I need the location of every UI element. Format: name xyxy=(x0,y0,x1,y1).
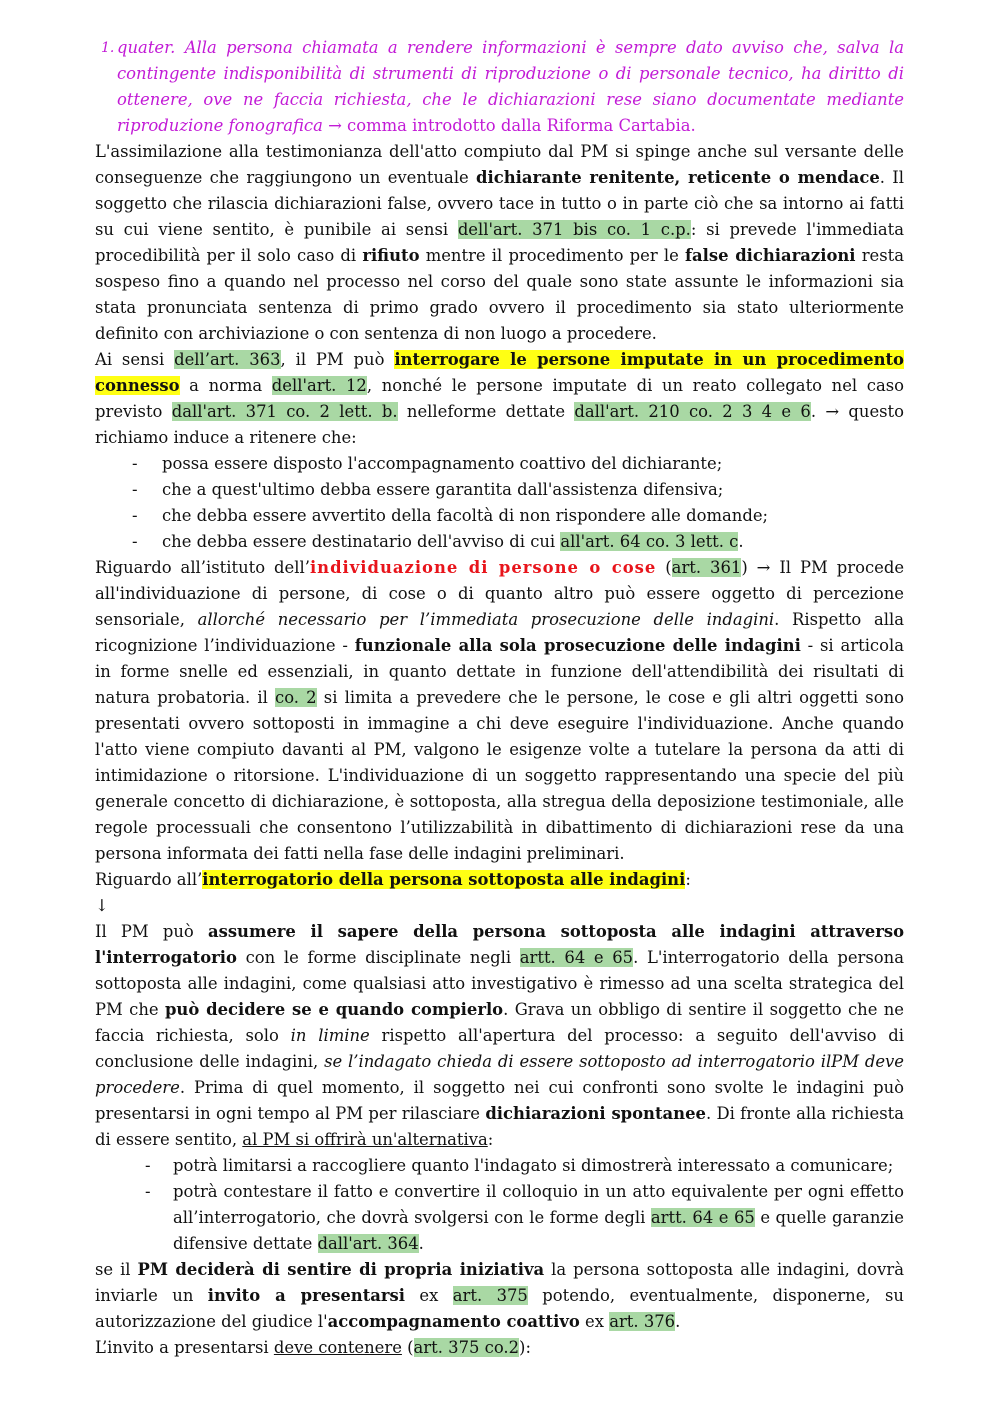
text: , nonché le persone imputate di un reato collegato nel caso previsto xyxy=(95,376,904,421)
highlighted-reference: artt. 64 e 65 xyxy=(519,948,634,967)
paragraph-interrogatorio-heading xyxy=(95,867,904,893)
highlighted-reference: art. 376 xyxy=(609,1312,676,1331)
underlined-text: al PM si offrirà un'alternativa xyxy=(242,1130,488,1149)
text: la persona sottoposta alle indagini, dovrà inviarle un xyxy=(95,1260,904,1305)
text: . xyxy=(738,532,744,551)
dash-list-alternative xyxy=(95,1153,904,1257)
bold-text: assumere il sapere della persona sottoposta alle indagini attraverso l'interrogatorio xyxy=(95,922,904,967)
bold-text: dichiarante renitente, reticente o mendace xyxy=(476,168,880,187)
text: Il PM può xyxy=(95,922,208,941)
red-heading-text: individuazione di persone o cose xyxy=(309,558,657,577)
text: ex xyxy=(579,1312,610,1331)
text: ) → Il PM procede all'individuazione di persone, di cose o di quanto altro può essere oggetto di percezione sensoriale, xyxy=(95,558,905,629)
text: a norma xyxy=(179,376,272,395)
yellow-highlight: interrogare le persone imputate in un procedimento connesso xyxy=(95,350,904,395)
list-item: - potrà limitarsi a raccogliere quanto l'indagato si dimostrerà interessato a comunicare; xyxy=(145,1153,904,1179)
bold-text: accompagnamento coattivo xyxy=(327,1312,580,1331)
text: rispetto all'apertura del processo: a seguito dell'avviso di conclusione delle indagini, xyxy=(95,1026,904,1071)
bold-text: dichiarazioni spontanee xyxy=(485,1104,706,1123)
highlighted-reference: co. 2 xyxy=(275,688,317,707)
bold-text: rifiuto xyxy=(362,246,420,265)
list-item xyxy=(145,1179,904,1257)
document-page xyxy=(95,35,904,1361)
quater-tail: → comma introdotto dalla Riforma Cartabia. xyxy=(322,116,696,135)
list-item: - che debba essere avvertito della facoltà di non rispondere alle domande; xyxy=(132,503,904,529)
dash-list-consequences xyxy=(95,451,904,555)
text: : xyxy=(685,870,691,889)
down-arrow-icon: ↓ xyxy=(95,896,109,915)
text: . L'interrogatorio della persona sottoposta alle indagini, come qualsiasi atto investigativo è rimesso ad una scelta strategica del PM che xyxy=(95,948,904,1019)
italic-text: in limine xyxy=(290,1026,370,1045)
highlighted-reference: art. 375 co.2 xyxy=(413,1338,520,1357)
paragraph-art-363 xyxy=(95,347,904,451)
text: ( xyxy=(401,1338,414,1357)
paragraph-invito xyxy=(95,1257,904,1335)
paragraph-interrogatorio xyxy=(95,919,904,1153)
underlined-text: deve contenere xyxy=(273,1338,402,1357)
text: L'assimilazione alla testimonianza dell'atto compiuto dal PM si spinge anche sul versante delle conseguenze che raggiungono un eventuale xyxy=(95,142,904,187)
highlighted-reference: dall'art. 371 co. 2 lett. b. xyxy=(171,402,398,421)
text: ( xyxy=(656,558,672,577)
bold-text: PM deciderà di sentire di propria iniziativa xyxy=(137,1260,545,1279)
text: Riguardo all’istituto dell’ xyxy=(95,558,310,577)
quater-text: quater. Alla persona chiamata a rendere informazioni è sempre dato avviso che, salva la contingente indisponibilità di strumenti di riproduzione o di personale tecnico, ha diritto di ottenere, ove ne faccia richiesta, che le dichiarazioni rese siano documentate mediante riproduzione fonografica xyxy=(117,38,904,135)
italic-text: se l’indagato chieda di essere sottoposto ad interrogatorio ilPM deve procedere xyxy=(95,1052,904,1097)
text: : xyxy=(487,1130,494,1149)
text: Riguardo all’ xyxy=(95,870,203,889)
text: resta sospeso fino a quando nel processo nel corso del quale sono state assunte le informazioni sia stata pronunciata sentenza di primo grado ovvero il procedimento sia stato ulteriormente definito con archiviazione o con sentenza di non luogo a procedere. xyxy=(95,246,905,343)
highlighted-reference: dell'art. 12 xyxy=(271,376,367,395)
quater-paragraph xyxy=(95,35,904,139)
bold-text: false dichiarazioni xyxy=(685,246,856,265)
paragraph-individuazione xyxy=(95,555,904,867)
text: potendo, eventualmente, disponerne, su autorizzazione del giudice l' xyxy=(95,1286,904,1331)
text: . → questo richiamo induce a ritenere che: xyxy=(95,402,905,447)
bold-text: invito a presentarsi xyxy=(207,1286,405,1305)
bold-text: può decidere se e quando compierlo xyxy=(164,1000,504,1019)
highlighted-reference: art. 375 xyxy=(452,1286,528,1305)
text: . Rispetto alla ricognizione l’individuazione - xyxy=(95,610,904,655)
paragraph-assimilation xyxy=(95,139,904,347)
text: Ai sensi xyxy=(95,350,175,369)
text: , il PM può xyxy=(280,350,395,369)
list-number: 1. xyxy=(101,40,115,56)
text: - si articola in forme snelle ed essenziali, in quanto dettate in funzione dell'attendibilità dei risultati di natura probatoria. il xyxy=(95,636,904,707)
text: . Di fronte alla richiesta di essere sentito, xyxy=(95,1104,904,1149)
italic-text: allorché necessario per l’immediata prosecuzione delle indagini xyxy=(197,610,775,629)
highlighted-reference: artt. 64 e 65 xyxy=(650,1208,755,1227)
text: . Prima di quel momento, il soggetto nei cui confronti sono svolte le indagini può presentarsi in ogni tempo al PM per rilasciare xyxy=(95,1078,904,1123)
text: : si prevede l'immediata procedibilità per il solo caso di xyxy=(95,220,904,265)
text: se il xyxy=(95,1260,138,1279)
highlighted-reference: all'art. 64 co. 3 lett. c xyxy=(560,532,739,551)
list-item: - che a quest'ultimo debba essere garantita dall'assistenza difensiva; xyxy=(132,477,904,503)
highlighted-reference: art. 361 xyxy=(671,558,742,577)
text: L’invito a presentarsi xyxy=(95,1338,274,1357)
yellow-highlight: interrogatorio della persona sottoposta alle indagini xyxy=(202,870,686,889)
text: si limita a prevedere che le persone, le cose e gli altri oggetti sono presentati ovvero sottoposti in immagine a chi deve eseguire l'individuazione. Anche quando l'atto viene compiuto davanti al PM, valgono le esigenze volte a tutelare la persona da atti di intimidazione o ritorsione. L'individuazione di un soggetto rappresentando una specie del più generale concetto di dichiarazione, è sottoposta, alla stregua della deposizione testimoniale, alle regole processuali che consentono l’utilizzabilità in dibattimento di dichiarazioni rese da una persona informata dei fatti nella fase delle indagini preliminari. xyxy=(95,688,905,863)
highlighted-reference: dell’art. 363 xyxy=(174,350,281,369)
text: nelleforme dettate xyxy=(397,402,575,421)
text: ): xyxy=(519,1338,531,1357)
text: . Grava un obbligo di sentire il soggetto che ne faccia richiesta, solo xyxy=(95,1000,904,1045)
text: ex xyxy=(405,1286,453,1305)
text: e quelle garanzie difensive dettate xyxy=(173,1208,904,1253)
text: mentre il procedimento per le xyxy=(419,246,685,265)
text: . Il soggetto che rilascia dichiarazioni false, ovvero tace in tutto o in parte ciò che sa intorno ai fatti su cui viene sentito, è punibile ai sensi xyxy=(95,168,904,239)
text: . xyxy=(675,1312,681,1331)
text: potrà contestare il fatto e convertire il colloquio in un atto equivalente per ogni effetto all’interrogatorio, che dovrà svolgersi con le forme degli xyxy=(173,1182,904,1227)
list-item: - possa essere disposto l'accompagnamento coattivo del dichiarante; xyxy=(132,451,904,477)
bold-text: funzionale alla sola prosecuzione delle indagini xyxy=(354,636,801,655)
text: . xyxy=(418,1234,424,1253)
list-item xyxy=(132,529,904,555)
highlighted-reference: dall'art. 364 xyxy=(317,1234,419,1253)
paragraph-invito-contenuto xyxy=(95,1335,904,1361)
text: che debba essere destinatario dell'avviso di cui xyxy=(162,532,561,551)
highlighted-reference: dall'art. 210 co. 2 3 4 e 6 xyxy=(574,402,811,421)
highlighted-reference: dell'art. 371 bis co. 1 c.p. xyxy=(457,220,691,239)
text: con le forme disciplinate negli xyxy=(236,948,520,967)
